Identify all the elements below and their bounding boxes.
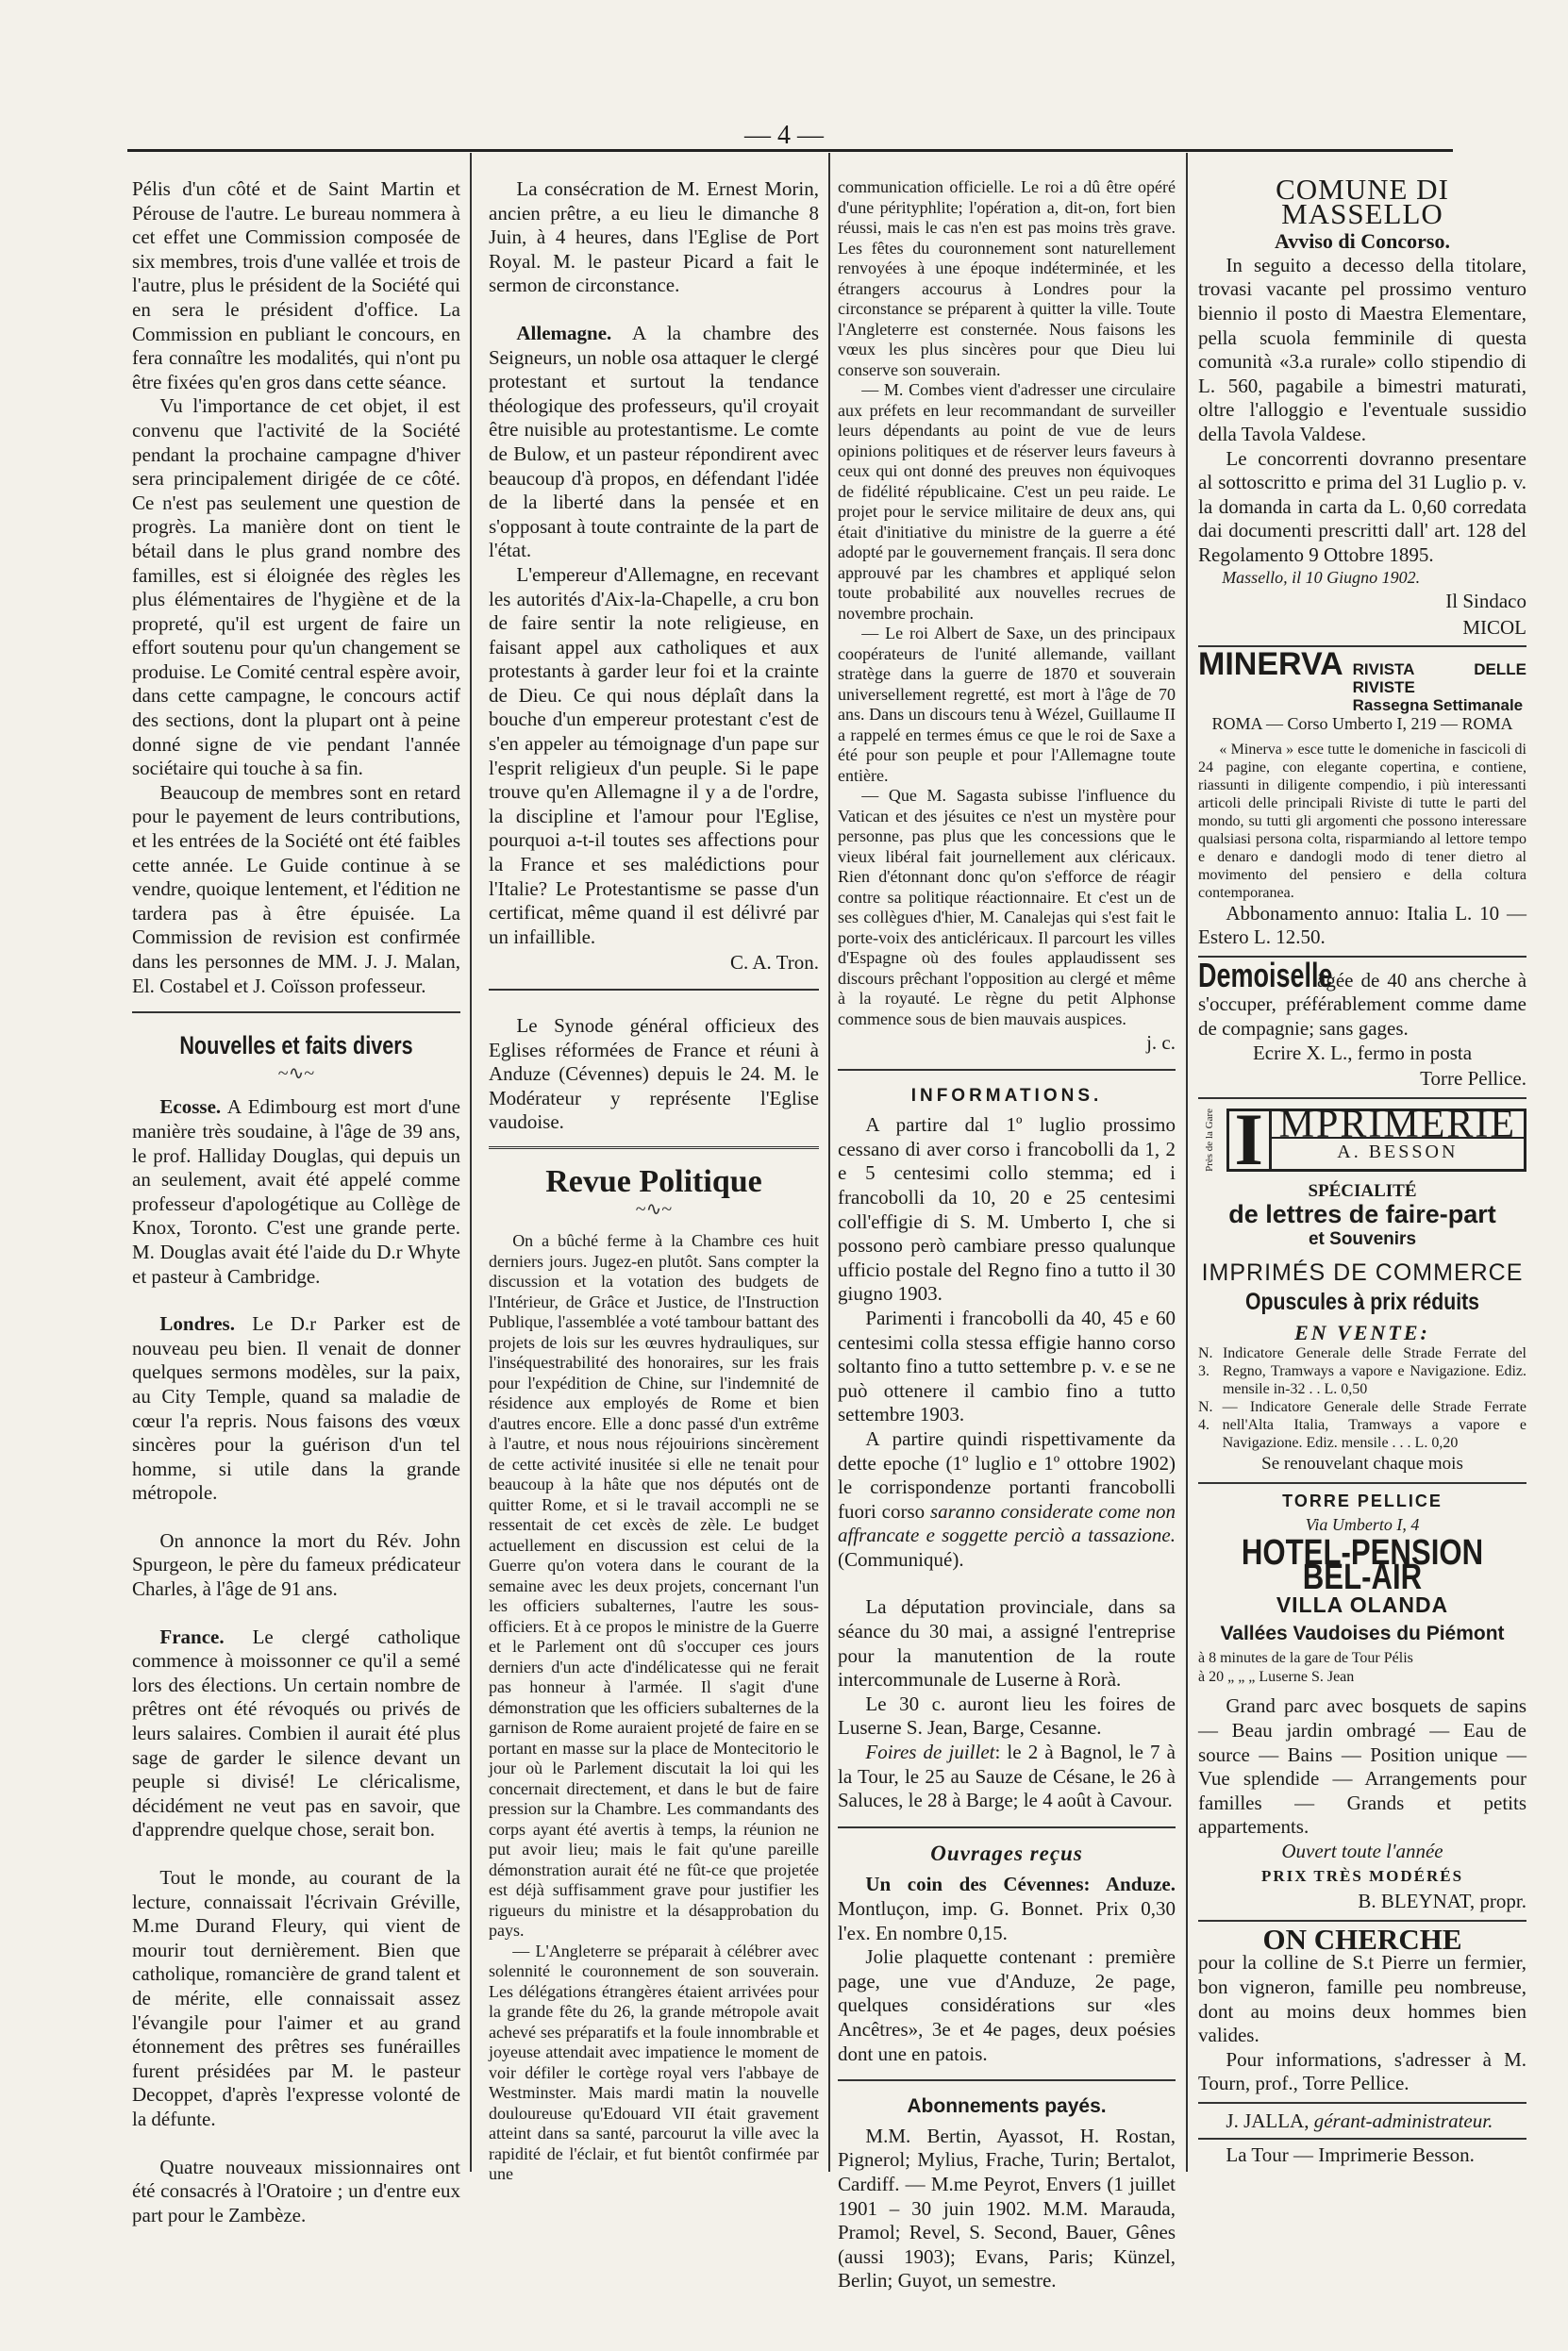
section-title: Nouvelles et faits divers [179, 1031, 413, 1060]
book-notice: Jolie plaquette contenant : première page, une vue d'Anduze, 2e page, quelques considérations sur «les Ancêtres», 3e et 4e pages, deux poésies dont une en patois. [838, 1945, 1176, 2065]
ad-date: Massello, il 10 Giugno 1902. [1222, 567, 1421, 587]
column-2 [489, 177, 819, 2185]
ad-subtitle: Avviso di Concorso. [1275, 229, 1450, 254]
ad-title: COMUNE DI MASSELLO [1276, 173, 1449, 230]
ad-subtitle: EN VENTE: [1294, 1320, 1430, 1344]
ad-address: Via Umberto I, 4 [1305, 1515, 1420, 1535]
ad-title: de lettres de faire-part [1228, 1200, 1496, 1229]
article-paragraph: On a bûché ferme à la Chambre ces huit derniers jours. Jugez-en plutôt. Sans compter la discussion et la votation des budgets de l'Intérieur, de Grâce et Justice, de l'Instruction Publique, l'assemblée a voté tambour battant des projets de lois sur les œuvres hydrauliques, sur l'inséquestrabilité des honoraires, sur les frais pour l'expédition de Chine, sur l'indemnité de résidence aux employés de Rome et bien d'autres encore. Elle a donc passé d'un extrême à l'autre, et nous nous réjouirions sincèrement de cette activité inusitée si elle ne tenait pour beaucoup à la hâte que nos députés ont de quitter Rome, et si le travail accompli ne se ressentait de cet excès de zèle. Le budget actuellement en discussion est celui de la Guerre qu'on votera dans le courant de la semaine avec les deux projets, concernant l'un les officiers subalternes, l'autre les sous-officiers. Et à ce propos le ministre de la Guerre et le Parlement ont dû s'occuper ces jours derniers d'un acte d'indélicatesse qui ne ferait pas honneur à l'armée. Il s'agit d'une démonstration que les officiers subalternes de la garnison de Rome auraient projeté de faire en se portant en masse sur la place de Montecitorio le jour où le Parlement discutait la loi qui les concernait directement, et dans le but de faire pression sur la Chambre. Les commandants des corps ayant été avertis à temps, la réunion ne put avoir lieu; mais le fait qu'une pareille démonstration aurait été ne fût-ce que projetée est déjà suffisamment grave pour justifier les rigueurs du ministre et la désapprobation du pays. [489, 1231, 819, 1941]
news-item: France. Le clergé catholique commence à moissonner ce qu'il a semé lors des élections. Un certain nombre de prêtres ont été révoqués ou privés de leurs salaires. Combien il aurait été plus sage de garder le silence devant un peuple si divisé! Le cléricalisme, décidément ne veut pas en savoir, que d'apprendre quelque chose, serait bon. [132, 1625, 460, 1842]
info-item: A partire dal 1º luglio prossimo cessano di aver corso i francobolli da 1, 2 e 5 centesimi collo stemma; ed i francobolli da 10, 20 e 25 centesimi coll'effigie di S. M. Umberto I, che si possono però cambiare presso qualunque ufficio postale del Regno fino a tutto il 30 giugno 1903. [838, 1113, 1176, 1306]
column-1 [132, 177, 460, 2227]
article-paragraph: — Que M. Sagasta subisse l'influence du Vatican et des jésuites ce n'est un mystère pour personne, pas plus que les concessions que le vieux libéral fait journellement aux cléricaux. Rien d'étonnant donc qu'on s'efforce de réagir contre sa politique réactionnaire. Et c'est un de ses collègues d'hier, M. Canalejas qui s'est fait le porte-voix des anticléricaux. Il parcourt les villes d'Espagne où des foules applaudissent ses discours prêchant l'opposition au clergé et même à la royauté. Le règne du petit Alphonse commence sous de bien mauvais auspices. [838, 786, 1176, 1028]
page-number: — 4 — [744, 121, 824, 150]
imprimerie-logo [1198, 1098, 1526, 1181]
ad-text: pour la colline de S.t Pierre un fermier, bon vigneron, famille peu nombreuse, dont au moins deux hommes bien valides. [1198, 1951, 1526, 2047]
news-item: Ecosse. A Edimbourg est mort d'une manière très soudaine, à l'âge de 39 ans, le prof. Halliday Douglas, qui depuis un an seulement, avait été appelé comme professeur d'apologétique au Collège de Knox, Toronto. C'est une grande perte. M. Douglas avait été l'aide du D.r Whyte et pasteur à Cambridge. [132, 1095, 460, 1288]
article-paragraph: La consécration de M. Ernest Morin, ancien prêtre, a eu lieu le dimanche 8 Juin, à 4 heures, dans l'Eglise de Port Royal. M. le pasteur Picard a fait le sermon de circonstance. [489, 177, 819, 297]
section-title: INFORMATIONS. [910, 1085, 1103, 1106]
ad-title: IMPRIMÉS DE COMMERCE [1201, 1259, 1524, 1286]
article-paragraph: Beaucoup de membres sont en retard pour le payement de leurs contributions, et les entrées de la Société ont été faibles cette année. Le Guide continue à se vendre, quoique lentement, et l'édition ne tardera pas à être épuisée. La Commission de revision est confirmée dans les personnes de MM. J. J. Malan, El. Costabel et J. Coïsson professeur. [132, 780, 460, 997]
info-item: Parimenti i francobolli da 40, 45 e 60 centesimi colla stessa effigie hanno corso soltanto fino a tutto settembre p. v. e se ne può ottenere il cambio fino a tutto settembre 1903. [838, 1306, 1176, 1426]
column-divider [470, 153, 472, 2172]
list-item: N. 4. — Indicatore Generale delle Strade Ferrate nell'Alta Italia, Tramways a vapore e Navigazione. Ediz. mensile . . . L. 0,20 [1198, 1399, 1526, 1452]
list-item: N. 3. Indicatore Generale delle Strade Ferrate del Regno, Tramways a vapore e Navigazione. Ediz. mensile in-32 . . L. 0,50 [1198, 1345, 1526, 1398]
divider [132, 1011, 460, 1013]
section-title: Abonnements payés. [907, 2095, 1107, 2118]
divider [1198, 1920, 1526, 1922]
logo-word: MPRIMERIE [1272, 1111, 1524, 1140]
ad-title: ON CHERCHE [1262, 1922, 1462, 1956]
ad-signatory: Il Sindaco [1445, 590, 1526, 612]
logo-side-label: Près de la Gare [1204, 1108, 1215, 1172]
ad-text: Grand parc avec bosquets de sapins — Beau jardin ombragé — Eau de source — Bains — Position unique — Vue splendide — Arrangements pour familles — Grands et petits appartements. [1198, 1694, 1526, 1839]
divider [838, 2079, 1176, 2081]
divider [1198, 1482, 1526, 1484]
divider [1198, 2138, 1526, 2140]
article-paragraph: Le Synode général officieux des Eglises réformées de France et réuni à Anduze (Cévennes) depuis le 24. M. le Modérateur y représente l'Eglise vaudoise. [489, 1014, 819, 1134]
divider [489, 1146, 819, 1149]
divider [1198, 2102, 1526, 2104]
ad-price: Abbonamento annuo: Italia L. 10 — Estero L. 12.50. [1198, 901, 1526, 949]
column-divider [1186, 153, 1188, 2172]
ad-distance: à 20 „ „ „ Luserne S. Jean [1198, 1669, 1355, 1686]
news-item: Allemagne. A la chambre des Seigneurs, un noble osa attaquer le clergé protestant et surtout la tendance théologique des professeurs, qu'il croyait être nuisible au protestantisme. Le comte de Bulow, et un pasteur répondirent avec beaucoup d'à propos, en défendant l'idée de la liberté dans la pensée et en s'opposant à toute contrainte de la part de l'état. [489, 321, 819, 562]
ad-subtitle: SPÉCIALITÉ [1308, 1180, 1417, 1201]
info-item: Le 30 c. auront lieu les foires de Luserne S. Jean, Barge, Cesanne. [838, 1692, 1176, 1740]
logo-letter: I [1226, 1109, 1272, 1172]
ad-text: « Minerva » esce tutte le domeniche in fascicoli di 24 pagine, con elegante copertina, e contiene, riassunti in diligente compendio, i più interessanti articoli delle principali Riviste di tutte le parti del mondo, su tutti gli argomenti che possono interessare qualsiasi persona colta, risparmiando al lettore tempo e denaro e dandogli modo di tener dietro al movimento del pensiero e della coltura contemporanea. [1198, 741, 1526, 901]
section-title: Revue Politique [545, 1163, 762, 1199]
ad-note: Ouvert toute l'année [1281, 1840, 1443, 1863]
article-paragraph: — M. Combes vient d'adresser une circulaire aux préfets en leur recommandant de surveiller leurs dépendants au point de vue de leurs opinions politiques et de réserver leurs faveurs à ceux qui ont donné des preuves non équivoques de fidélité républicaine. C'est un peu raide. Le projet pour le service militaire de deux ans, qui était d'initiative du ministre de la guerre a été adopté par le gouvernement français. Il sera donc approuvé par les chambres et appliqué selon toute probabilité aux nouvelles recrues de novembre prochain. [838, 380, 1176, 623]
revue-body [489, 1231, 819, 2185]
news-item: Tout le monde, au courant de la lecture, connaissait l'écrivain Gréville, M.me Durand Fleury, qui vient de mourir tout dernièrement. Bien que catholique, romancière de grand talent et de mérite, elle connaissait assez l'évangile pour l'aimer et au grand étonnement des prêtres ses funérailles furent présidées par M. le pasteur Decoppet, d'après l'expresse volonté de la défunte. [132, 1866, 460, 2130]
ad-address: Ecrire X. L., fermo in posta [1252, 1041, 1473, 1064]
ad-title: Opuscules à prix réduits [1244, 1289, 1479, 1316]
ad-subtitle: VILLA OLANDA [1276, 1592, 1449, 1618]
article-paragraph: — L'Angleterre se préparait à célébrer avec solennité le couronnement de son souverain. Les délégations étrangères étaient arrivées pour la grande fête du 26, la grande métropole avait achevé ses préparatifs et la foule innombrable et joyeuse attendait avec impatience le moment de voir défiler le cortège royal vers l'abbaye de Westminster. Mais mardi matin la nouvelle douloureuse qu'Edouard VII était gravement atteint dans sa santé, parcourut la ville avec la rapidité de l'éclair, et fut bientôt confirmée par une [489, 1941, 819, 2184]
info-item: Foires de juillet: le 2 à Bagnol, le 7 à la Tour, le 25 au Sauze de Césane, le 26 à Saluces, le 28 à Barge; le 4 août à Cavour. [838, 1741, 1176, 1812]
ad-note: PRIX TRÈS MODÉRÉS [1260, 1866, 1464, 1885]
ornament-icon: ~∿~ [277, 1062, 315, 1084]
divider [838, 1826, 1176, 1828]
ad-subtitle: Vallées Vaudoises du Piémont [1220, 1622, 1505, 1644]
ad-text: Pour informations, s'adresser à M. Tourn, prof., Torre Pellice. [1198, 2047, 1526, 2095]
news-item: On annonce la mort du Rév. John Spurgeon, le père du fameux prédicateur Charles, à l'âge de 91 ans. [132, 1528, 460, 1601]
divider [838, 1069, 1176, 1071]
news-item: Londres. Le D.r Parker est de nouveau peu bien. Il venait de donner quelques sermons modèles, sur la paix, au City Temple, quand sa maladie de cœur l'a repris. Nous faisons des vœux sincères pour la guérison d'un tel homme, si utile dans la grande métropole. [132, 1312, 460, 1505]
column-4 [1198, 173, 1527, 2167]
demoiselle-ad [1198, 955, 1527, 1042]
logo-box [1272, 1102, 1526, 1172]
ad-distance: à 8 minutes de la gare de Tour Pélis [1198, 1650, 1413, 1667]
ad-address: Torre Pellice. [1420, 1067, 1526, 1091]
column-3 [838, 177, 1176, 2293]
divider [489, 989, 819, 991]
sale-list [1198, 1344, 1526, 1452]
article-paragraph: — Le roi Albert de Saxe, un des principaux coopérateurs de l'unité allemande, vaillant stratège dans la guerre de 1870 et souverain universellement regretté, est mort à l'âge de 70 ans. Dans un discours tenu à Wézel, Guillaume II a rappelé en termes émus ce que le roi de Saxe a été pour son peuple et pour l'Allemagne toute entière. [838, 624, 1176, 785]
ad-text: âgée de 40 ans cherche à s'occuper, préférablement comme dame de compagnie; sans gages. [1198, 968, 1527, 1041]
ad-note: Se renouvelant chaque mois [1261, 1454, 1463, 1475]
ornament-icon: ~∿~ [635, 1198, 673, 1220]
minerva-header [1198, 646, 1526, 715]
section-title: Ouvrages reçus [930, 1841, 1083, 1865]
info-item: A partire quindi rispettivamente da dette epoche (1º luglio e 1º ottobre 1902) le corrispondenze portanti francobolli fuori corso saranno considerate come non affrancate e soggette perciò a tassazione. (Communiqué). [838, 1426, 1176, 1571]
article-paragraph: Vu l'importance de cet objet, il est convenu que l'activité de la Société pendant la prochaine campagne d'hiver sera principalement dirigée de ce côté. Ce n'est pas seulement une question de progrès. La manière dont on tient le bétail dans le plus grand nombre des familles, est si éloignée des règles les plus élémentaires de l'hygiène et de la propreté, qu'il est urgent de faire un effort soutenu pour qu'un changement se produise. Le Comité central espère avoir, dans cette campagne, le concours actif des sections, dont la plupart ont à peine donné signe de vie pendant l'année sociétaire qui touche à sa fin. [132, 394, 460, 780]
signature: j. c. [1146, 1031, 1176, 1054]
ad-title: Demoiselle [1198, 955, 1333, 994]
article-paragraph: L'empereur d'Allemagne, en recevant les autorités d'Aix-la-Chapelle, a cru bon de faire sentir la note religieuse, en faisant appel aux catholiques et aux protestants à garder leur foi et la crainte de Dieu. Ce qui nous déplaît dans la bouche d'un empereur protestant c'est de s'en appeler au témoignage d'un pape sur l'esprit religieux d'un peuple. Si le pape trouve qu'en Allemagne il y a de l'ordre, la discipline et l'amour pour l'Eglise, pourquoi a-t-il toutes ses affections pour la France et ses malédictions pour l'Italie? Le Protestantisme se passe d'un certificat, même quand il est délivré par un infaillible. [489, 562, 819, 948]
header-rule [127, 149, 1453, 152]
ad-subtitle: et Souvenirs [1308, 1228, 1417, 1249]
ad-text: Le concorrenti dovranno presentare al sottoscritto e prima del 31 Luglio p. v. la domanda in carta da L. 0,60 corredata dai documenti prescritti dall' art. 128 del Regolamento 9 Ottobre 1895. [1198, 446, 1526, 566]
news-item: Quatre nouveaux missionnaires ont été consacrés à l'Oratoire ; un d'entre eux part pour le Zambèze. [132, 2155, 460, 2226]
ad-subtitle: RIVISTA DELLE RIVISTE Rassegna Settimanale [1352, 660, 1526, 715]
book-notice: Un coin des Cévennes: Anduze. Montluçon, imp. G. Bonnet. Prix 0,30 l'ex. En nombre 0,15. [838, 1873, 1176, 1944]
printer-line: La Tour — Imprimerie Besson. [1226, 2143, 1475, 2166]
ad-location: TORRE PELLICE [1282, 1491, 1443, 1510]
article-paragraph: Pélis d'un côté et de Saint Martin et Pérouse de l'autre. Le bureau nommera à cet effet une Commission composée de six membres, trois d'une vallée et trois de l'autre, plus le président de la Société qui en sera le président d'office. La Commission en publiant le concours, en fera connaître les modalités, qui n'ont pu être fixées qu'en gros dans cette séance. [132, 177, 460, 393]
info-item: La députation provinciale, dans sa séance du 30 mai, a assigné l'entreprise pour la manutention de la route intercommunale de Luserne à Rorà. [838, 1595, 1176, 1692]
ad-title: MINERVA [1198, 646, 1343, 683]
signature: C. A. Tron. [730, 951, 819, 975]
ad-signatory: B. BLEYNAT, propr. [1358, 1890, 1526, 1913]
revue-continued [838, 177, 1176, 1029]
ad-title: HOTEL-PENSION BEL-AIR [1241, 1533, 1484, 1597]
subscriptions-list: M.M. Bertin, Ayassot, H. Rostan, Pignerol; Mylius, Frache, Turin; Bertalot, Cardiff. — M.me Peyrot, Envers (1 juillet 1901 – 30 juin 1902. M.M. Marauda, Pramol; Revel, S. Second, Bauer, Gênes (aussi 1903); Evans, Paris; Künzel, Berlin; Guyot, un semestre. [838, 2124, 1176, 2293]
ad-text: In seguito a decesso della titolare, trovasi vacante pel prossimo venturo biennio il posto di Maestra Elementare, pella scuola femminile di questa comunità «3.a rurale» collo stipendio di L. 560, pagabile a bimestri maturati, oltre l'alloggio e l'eventuale sussidio della Tavola Valdese. [1198, 253, 1526, 445]
article-paragraph: communication officielle. Le roi a dû être opéré d'une pérityphlite; l'opération a, dit-on, fort bien réussi, mais le cas n'en est pas moins très grave. Les fêtes du couronnement sont naturellement renvoyées à une époque indéterminée, et les étrangers accourus à Londres pour la circonstance se préparent à quitter la ville. Toute l'Angleterre est consternée. Nous faisons les vœux les plus sincères pour que Dieu lui conserve son souverain. [838, 177, 1176, 379]
ad-address: ROMA — Corso Umberto I, 219 — ROMA [1211, 714, 1513, 734]
logo-name: A. BESSON [1337, 1142, 1459, 1163]
publisher-line: J. JALLA, gérant-administrateur. [1226, 2109, 1493, 2132]
column-divider [828, 153, 830, 2172]
ad-signatory: MICOL [1462, 615, 1526, 639]
